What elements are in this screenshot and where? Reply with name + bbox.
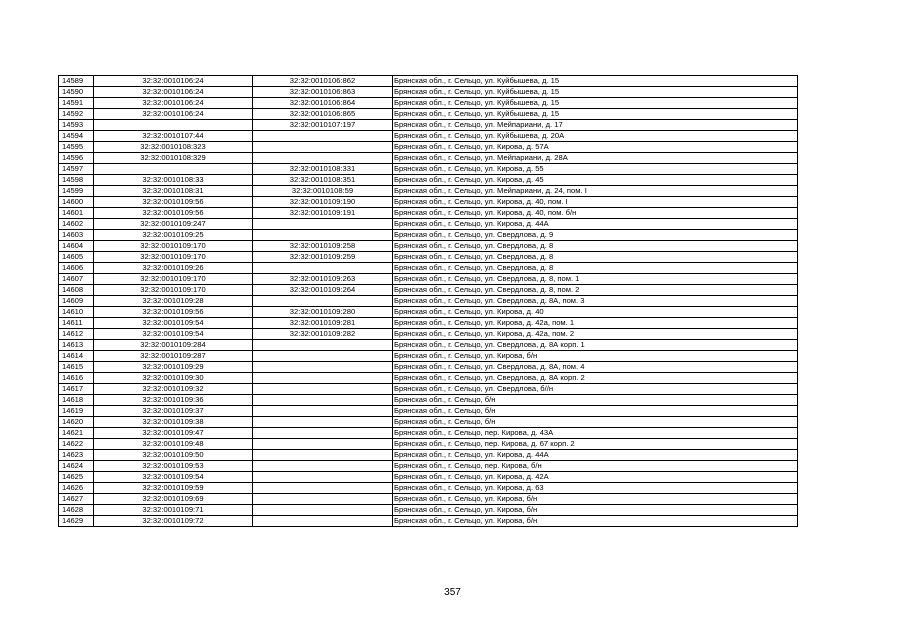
table-row xyxy=(59,296,798,307)
building-number-cell: 32:32:0010108:331 xyxy=(253,164,393,175)
table-row xyxy=(59,208,798,219)
land-parcel-number-cell: 32:32:0010109:32 xyxy=(94,384,253,395)
building-number-cell xyxy=(253,131,393,142)
address-cell: Брянская обл., г. Сельцо, ул. Кирова, д. 45 xyxy=(393,175,798,186)
table-row xyxy=(59,109,798,120)
address-cell: Брянская обл., г. Сельцо, ул. Кирова, д. 57А xyxy=(393,142,798,153)
row-number-cell: 14626 xyxy=(59,483,94,494)
land-parcel-number-cell: 32:32:0010106:24 xyxy=(94,87,253,98)
address-cell: Брянская обл., г. Сельцо, ул. Кирова, д. 42А xyxy=(393,472,798,483)
address-cell: Брянская обл., г. Сельцо, ул. Свердлова, д. 8А, пом. 3 xyxy=(393,296,798,307)
row-number-cell: 14627 xyxy=(59,494,94,505)
land-parcel-number-cell: 32:32:0010107:44 xyxy=(94,131,253,142)
building-number-cell xyxy=(253,263,393,274)
row-number-cell: 14602 xyxy=(59,219,94,230)
land-parcel-number-cell: 32:32:0010109:56 xyxy=(94,208,253,219)
address-cell: Брянская обл., г. Сельцо, ул. Кирова, д. 42а, пом. 1 xyxy=(393,318,798,329)
table-row xyxy=(59,406,798,417)
table-row xyxy=(59,384,798,395)
address-cell: Брянская обл., г. Сельцо, ул. Свердлова, д. 9 xyxy=(393,230,798,241)
row-number-cell: 14611 xyxy=(59,318,94,329)
table-row xyxy=(59,329,798,340)
building-number-cell: 32:32:0010109:259 xyxy=(253,252,393,263)
building-number-cell xyxy=(253,494,393,505)
row-number-cell: 14596 xyxy=(59,153,94,164)
building-number-cell xyxy=(253,461,393,472)
address-cell: Брянская обл., г. Сельцо, ул. Кирова, д. 40 xyxy=(393,307,798,318)
building-number-cell xyxy=(253,406,393,417)
address-cell: Брянская обл., г. Сельцо, ул. Куйбышева, д. 15 xyxy=(393,76,798,87)
land-parcel-number-cell: 32:32:0010106:24 xyxy=(94,98,253,109)
table-row xyxy=(59,516,798,527)
row-number-cell: 14614 xyxy=(59,351,94,362)
land-parcel-number-cell: 32:32:0010109:50 xyxy=(94,450,253,461)
building-number-cell: 32:32:0010107:197 xyxy=(253,120,393,131)
row-number-cell: 14598 xyxy=(59,175,94,186)
land-parcel-number-cell: 32:32:0010109:54 xyxy=(94,318,253,329)
cadastral-table xyxy=(58,75,798,527)
table-row xyxy=(59,494,798,505)
building-number-cell xyxy=(253,417,393,428)
table-row xyxy=(59,142,798,153)
address-cell: Брянская обл., г. Сельцо, ул. Кирова, д. 63 xyxy=(393,483,798,494)
building-number-cell: 32:32:0010109:190 xyxy=(253,197,393,208)
land-parcel-number-cell: 32:32:0010109:287 xyxy=(94,351,253,362)
table-row xyxy=(59,285,798,296)
land-parcel-number-cell: 32:32:0010108:323 xyxy=(94,142,253,153)
land-parcel-number-cell: 32:32:0010109:247 xyxy=(94,219,253,230)
building-number-cell: 32:32:0010108:351 xyxy=(253,175,393,186)
building-number-cell xyxy=(253,439,393,450)
building-number-cell xyxy=(253,219,393,230)
address-cell: Брянская обл., г. Сельцо, ул. Мейпариани, д. 17 xyxy=(393,120,798,131)
land-parcel-number-cell: 32:32:0010109:170 xyxy=(94,274,253,285)
table-row xyxy=(59,472,798,483)
land-parcel-number-cell: 32:32:0010108:329 xyxy=(94,153,253,164)
table-row xyxy=(59,428,798,439)
land-parcel-number-cell: 32:32:0010106:24 xyxy=(94,109,253,120)
building-number-cell xyxy=(253,230,393,241)
building-number-cell: 32:32:0010106:862 xyxy=(253,76,393,87)
land-parcel-number-cell: 32:32:0010109:37 xyxy=(94,406,253,417)
address-cell: Брянская обл., г. Сельцо, ул. Кирова, б/н xyxy=(393,516,798,527)
row-number-cell: 14628 xyxy=(59,505,94,516)
address-cell: Брянская обл., г. Сельцо, ул. Свердлова, д. 8, пом. 1 xyxy=(393,274,798,285)
table-row xyxy=(59,505,798,516)
building-number-cell: 32:32:0010109:191 xyxy=(253,208,393,219)
page-number: 357 xyxy=(444,587,461,598)
building-number-cell xyxy=(253,351,393,362)
table-row xyxy=(59,164,798,175)
building-number-cell xyxy=(253,153,393,164)
building-number-cell xyxy=(253,450,393,461)
row-number-cell: 14599 xyxy=(59,186,94,197)
building-number-cell xyxy=(253,472,393,483)
address-cell: Брянская обл., г. Сельцо, ул. Свердлова, б//н xyxy=(393,384,798,395)
land-parcel-number-cell: 32:32:0010109:26 xyxy=(94,263,253,274)
address-cell: Брянская обл., г. Сельцо, ул. Кирова, д. 44А xyxy=(393,219,798,230)
building-number-cell xyxy=(253,483,393,494)
address-cell: Брянская обл., г. Сельцо, ул. Кирова, б/н xyxy=(393,351,798,362)
address-cell: Брянская обл., г. Сельцо, ул. Кирова, д. 42а, пом. 2 xyxy=(393,329,798,340)
address-cell: Брянская обл., г. Сельцо, ул. Свердлова, д. 8, пом. 2 xyxy=(393,285,798,296)
address-cell: Брянская обл., г. Сельцо, б/н xyxy=(393,417,798,428)
building-number-cell xyxy=(253,362,393,373)
table-row xyxy=(59,450,798,461)
address-cell: Брянская обл., г. Сельцо, пер. Кирова, д. 43А xyxy=(393,428,798,439)
row-number-cell: 14613 xyxy=(59,340,94,351)
row-number-cell: 14608 xyxy=(59,285,94,296)
land-parcel-number-cell: 32:32:0010109:29 xyxy=(94,362,253,373)
address-cell: Брянская обл., г. Сельцо, б/н xyxy=(393,406,798,417)
land-parcel-number-cell: 32:32:0010109:54 xyxy=(94,329,253,340)
address-cell: Брянская обл., г. Сельцо, ул. Кирова, д. 55 xyxy=(393,164,798,175)
land-parcel-number-cell: 32:32:0010109:53 xyxy=(94,461,253,472)
row-number-cell: 14615 xyxy=(59,362,94,373)
address-cell: Брянская обл., г. Сельцо, ул. Свердлова, д. 8А, пом. 4 xyxy=(393,362,798,373)
row-number-cell: 14601 xyxy=(59,208,94,219)
table-row xyxy=(59,131,798,142)
building-number-cell: 32:32:0010109:280 xyxy=(253,307,393,318)
table-row xyxy=(59,153,798,164)
address-cell: Брянская обл., г. Сельцо, ул. Свердлова, д. 8А корп. 2 xyxy=(393,373,798,384)
row-number-cell: 14609 xyxy=(59,296,94,307)
land-parcel-number-cell: 32:32:0010109:54 xyxy=(94,472,253,483)
table-row xyxy=(59,417,798,428)
address-cell: Брянская обл., г. Сельцо, ул. Свердлова, д. 8 xyxy=(393,263,798,274)
row-number-cell: 14612 xyxy=(59,329,94,340)
row-number-cell: 14604 xyxy=(59,241,94,252)
land-parcel-number-cell: 32:32:0010108:33 xyxy=(94,175,253,186)
land-parcel-number-cell: 32:32:0010109:170 xyxy=(94,285,253,296)
land-parcel-number-cell: 32:32:0010109:25 xyxy=(94,230,253,241)
row-number-cell: 14606 xyxy=(59,263,94,274)
row-number-cell: 14610 xyxy=(59,307,94,318)
land-parcel-number-cell: 32:32:0010109:69 xyxy=(94,494,253,505)
table-row xyxy=(59,230,798,241)
address-cell: Брянская обл., г. Сельцо, ул. Кирова, б/н xyxy=(393,505,798,516)
table-row xyxy=(59,439,798,450)
address-cell: Брянская обл., г. Сельцо, ул. Свердлова, д. 8А корп. 1 xyxy=(393,340,798,351)
address-cell: Брянская обл., г. Сельцо, ул. Куйбышева, д. 20А xyxy=(393,131,798,142)
row-number-cell: 14592 xyxy=(59,109,94,120)
address-cell: Брянская обл., г. Сельцо, ул. Кирова, б/н xyxy=(393,494,798,505)
row-number-cell: 14624 xyxy=(59,461,94,472)
address-cell: Брянская обл., г. Сельцо, ул. Свердлова, д. 8 xyxy=(393,241,798,252)
building-number-cell xyxy=(253,395,393,406)
row-number-cell: 14620 xyxy=(59,417,94,428)
address-cell: Брянская обл., г. Сельцо, ул. Куйбышева, д. 15 xyxy=(393,98,798,109)
table-row xyxy=(59,76,798,87)
table-row xyxy=(59,362,798,373)
address-cell: Брянская обл., г. Сельцо, ул. Куйбышева, д. 15 xyxy=(393,87,798,98)
address-cell: Брянская обл., г. Сельцо, ул. Кирова, д. 44А xyxy=(393,450,798,461)
table-row xyxy=(59,87,798,98)
land-parcel-number-cell: 32:32:0010109:48 xyxy=(94,439,253,450)
land-parcel-number-cell: 32:32:0010109:59 xyxy=(94,483,253,494)
building-number-cell xyxy=(253,428,393,439)
land-parcel-number-cell: 32:32:0010109:47 xyxy=(94,428,253,439)
building-number-cell xyxy=(253,505,393,516)
table-row xyxy=(59,395,798,406)
land-parcel-number-cell: 32:32:0010109:30 xyxy=(94,373,253,384)
table-row xyxy=(59,197,798,208)
table-row xyxy=(59,263,798,274)
land-parcel-number-cell: 32:32:0010109:170 xyxy=(94,252,253,263)
land-parcel-number-cell xyxy=(94,164,253,175)
table-row xyxy=(59,483,798,494)
row-number-cell: 14600 xyxy=(59,197,94,208)
land-parcel-number-cell: 32:32:0010109:36 xyxy=(94,395,253,406)
row-number-cell: 14590 xyxy=(59,87,94,98)
land-parcel-number-cell xyxy=(94,120,253,131)
table-row xyxy=(59,340,798,351)
row-number-cell: 14603 xyxy=(59,230,94,241)
table-row xyxy=(59,307,798,318)
building-number-cell: 32:32:0010106:863 xyxy=(253,87,393,98)
table-row xyxy=(59,241,798,252)
row-number-cell: 14625 xyxy=(59,472,94,483)
table-row xyxy=(59,186,798,197)
building-number-cell: 32:32:0010108:59 xyxy=(253,186,393,197)
row-number-cell: 14629 xyxy=(59,516,94,527)
row-number-cell: 14593 xyxy=(59,120,94,131)
address-cell: Брянская обл., г. Сельцо, пер. Кирова, б/н xyxy=(393,461,798,472)
row-number-cell: 14616 xyxy=(59,373,94,384)
address-cell: Брянская обл., г. Сельцо, ул. Кирова, д. 40, пом. I xyxy=(393,197,798,208)
row-number-cell: 14594 xyxy=(59,131,94,142)
building-number-cell xyxy=(253,142,393,153)
land-parcel-number-cell: 32:32:0010109:72 xyxy=(94,516,253,527)
land-parcel-number-cell: 32:32:0010109:38 xyxy=(94,417,253,428)
building-number-cell: 32:32:0010106:865 xyxy=(253,109,393,120)
address-cell: Брянская обл., г. Сельцо, ул. Свердлова, д. 8 xyxy=(393,252,798,263)
row-number-cell: 14618 xyxy=(59,395,94,406)
land-parcel-number-cell: 32:32:0010108:31 xyxy=(94,186,253,197)
land-parcel-number-cell: 32:32:0010109:56 xyxy=(94,307,253,318)
table-row xyxy=(59,120,798,131)
building-number-cell: 32:32:0010109:282 xyxy=(253,329,393,340)
row-number-cell: 14591 xyxy=(59,98,94,109)
land-parcel-number-cell: 32:32:0010109:28 xyxy=(94,296,253,307)
table-body xyxy=(59,76,798,527)
row-number-cell: 14619 xyxy=(59,406,94,417)
building-number-cell: 32:32:0010109:264 xyxy=(253,285,393,296)
row-number-cell: 14595 xyxy=(59,142,94,153)
building-number-cell xyxy=(253,296,393,307)
table-row xyxy=(59,461,798,472)
address-cell: Брянская обл., г. Сельцо, б/н xyxy=(393,395,798,406)
table-row xyxy=(59,351,798,362)
address-cell: Брянская обл., г. Сельцо, ул. Кирова, д. 40, пом. б/н xyxy=(393,208,798,219)
row-number-cell: 14597 xyxy=(59,164,94,175)
row-number-cell: 14623 xyxy=(59,450,94,461)
row-number-cell: 14605 xyxy=(59,252,94,263)
building-number-cell xyxy=(253,373,393,384)
table-row xyxy=(59,252,798,263)
table-row xyxy=(59,98,798,109)
address-cell: Брянская обл., г. Сельцо, ул. Куйбышева, д. 15 xyxy=(393,109,798,120)
land-parcel-number-cell: 32:32:0010109:71 xyxy=(94,505,253,516)
building-number-cell xyxy=(253,516,393,527)
table-row xyxy=(59,175,798,186)
building-number-cell: 32:32:0010109:281 xyxy=(253,318,393,329)
table-row xyxy=(59,274,798,285)
row-number-cell: 14621 xyxy=(59,428,94,439)
land-parcel-number-cell: 32:32:0010109:170 xyxy=(94,241,253,252)
row-number-cell: 14607 xyxy=(59,274,94,285)
building-number-cell: 32:32:0010109:263 xyxy=(253,274,393,285)
building-number-cell xyxy=(253,340,393,351)
table-row xyxy=(59,373,798,384)
address-cell: Брянская обл., г. Сельцо, пер. Кирова, д. 67 корп. 2 xyxy=(393,439,798,450)
building-number-cell: 32:32:0010106:864 xyxy=(253,98,393,109)
address-cell: Брянская обл., г. Сельцо, ул. Мейпариани, д. 28А xyxy=(393,153,798,164)
table-row xyxy=(59,318,798,329)
row-number-cell: 14589 xyxy=(59,76,94,87)
land-parcel-number-cell: 32:32:0010106:24 xyxy=(94,76,253,87)
building-number-cell: 32:32:0010109:258 xyxy=(253,241,393,252)
building-number-cell xyxy=(253,384,393,395)
row-number-cell: 14622 xyxy=(59,439,94,450)
row-number-cell: 14617 xyxy=(59,384,94,395)
land-parcel-number-cell: 32:32:0010109:56 xyxy=(94,197,253,208)
land-parcel-number-cell: 32:32:0010109:284 xyxy=(94,340,253,351)
address-cell: Брянская обл., г. Сельцо, ул. Мейпариани, д. 24, пом. I xyxy=(393,186,798,197)
table-row xyxy=(59,219,798,230)
